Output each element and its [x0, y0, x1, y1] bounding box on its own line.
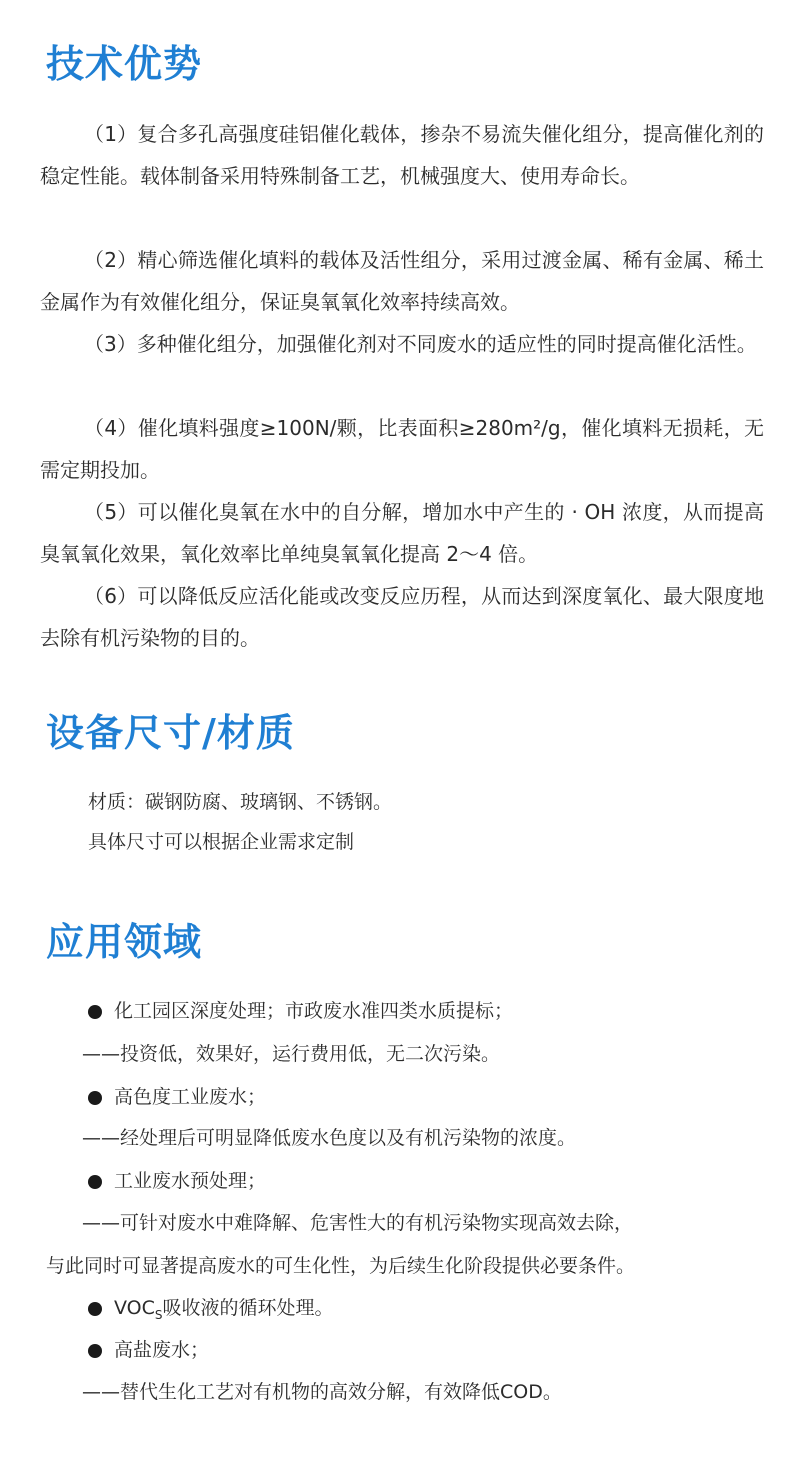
section-title-advantages: 技术优势: [46, 42, 203, 86]
application-bullet-3: [88, 1161, 266, 1201]
application-bullet-4: [88, 1288, 334, 1335]
application-bullet-2: [88, 1077, 266, 1117]
bullet-dot-icon: [88, 1302, 102, 1316]
advantage-item-3: （3）多种催化组分，加强催化剂对不同废水的适应性的同时提高催化活性。: [84, 332, 757, 356]
application-dash-5: ——替代生化工艺对有机物的高效分解，有效降低COD。: [82, 1381, 562, 1403]
advantage-item-6: （6）可以降低反应活化能或改变反应历程，从而达到深度氧化、最大限度地去除有机污染物的目的。: [40, 584, 764, 650]
application-bullet-5: [88, 1330, 209, 1370]
advantage-item-1: （1）复合多孔高强度硅铝催化载体，掺杂不易流失催化组分，提高催化剂的稳定性能。载体制备采用特殊制备工艺，机械强度大、使用寿命长。: [40, 122, 764, 188]
section-title-applications: 应用领域: [46, 920, 203, 964]
application-dash-2: ——经处理后可明显降低废水色度以及有机污染物的浓度。: [82, 1127, 577, 1149]
bullet-text: 高色度工业废水；: [114, 1086, 267, 1108]
material-text: 材质：碳钢防腐、玻璃钢、不锈钢。: [88, 791, 393, 813]
bullet-dot-icon: [88, 1005, 102, 1019]
application-bullet-1: [88, 991, 513, 1031]
size-text: 具体尺寸可以根据企业需求定制: [88, 831, 355, 853]
bullet-text: 高盐废水；: [114, 1339, 210, 1361]
bullet-dot-icon: [88, 1091, 102, 1105]
application-dash-1: ——投资低，效果好，运行费用低，无二次污染。: [82, 1043, 501, 1065]
advantage-item-4: （4）催化填料强度≥100N/颗，比表面积≥280m²/g，催化填料无损耗，无需定期投加。: [40, 416, 764, 482]
advantage-item-2: （2）精心筛选催化填料的载体及活性组分，采用过渡金属、稀有金属、稀土金属作为有效催化组分，保证臭氧氧化效率持续高效。: [40, 248, 764, 314]
section-title-size-material: 设备尺寸/材质: [46, 711, 295, 755]
voc-prefix: VOC: [114, 1297, 155, 1319]
application-dash-3a: ——可针对废水中难降解、危害性大的有机污染物实现高效去除，: [82, 1212, 634, 1234]
application-dash-3b: 与此同时可显著提高废水的可生化性，为后续生化阶段提供必要条件。: [46, 1255, 636, 1277]
bullet-dot-icon: [88, 1344, 102, 1358]
bullet-dot-icon: [88, 1175, 102, 1189]
advantage-item-5: （5）可以催化臭氧在水中的自分解，增加水中产生的 · OH 浓度，从而提高臭氧氧化效果，氧化效率比单纯臭氧氧化提高 2～4 倍。: [40, 500, 764, 566]
bullet-text: 工业废水预处理；: [114, 1170, 267, 1192]
bullet-text: 化工园区深度处理；市政废水准四类水质提标；: [114, 1000, 514, 1022]
bullet-text: 吸收液的循环处理。: [162, 1297, 334, 1319]
voc-subscript: S: [154, 1307, 163, 1322]
